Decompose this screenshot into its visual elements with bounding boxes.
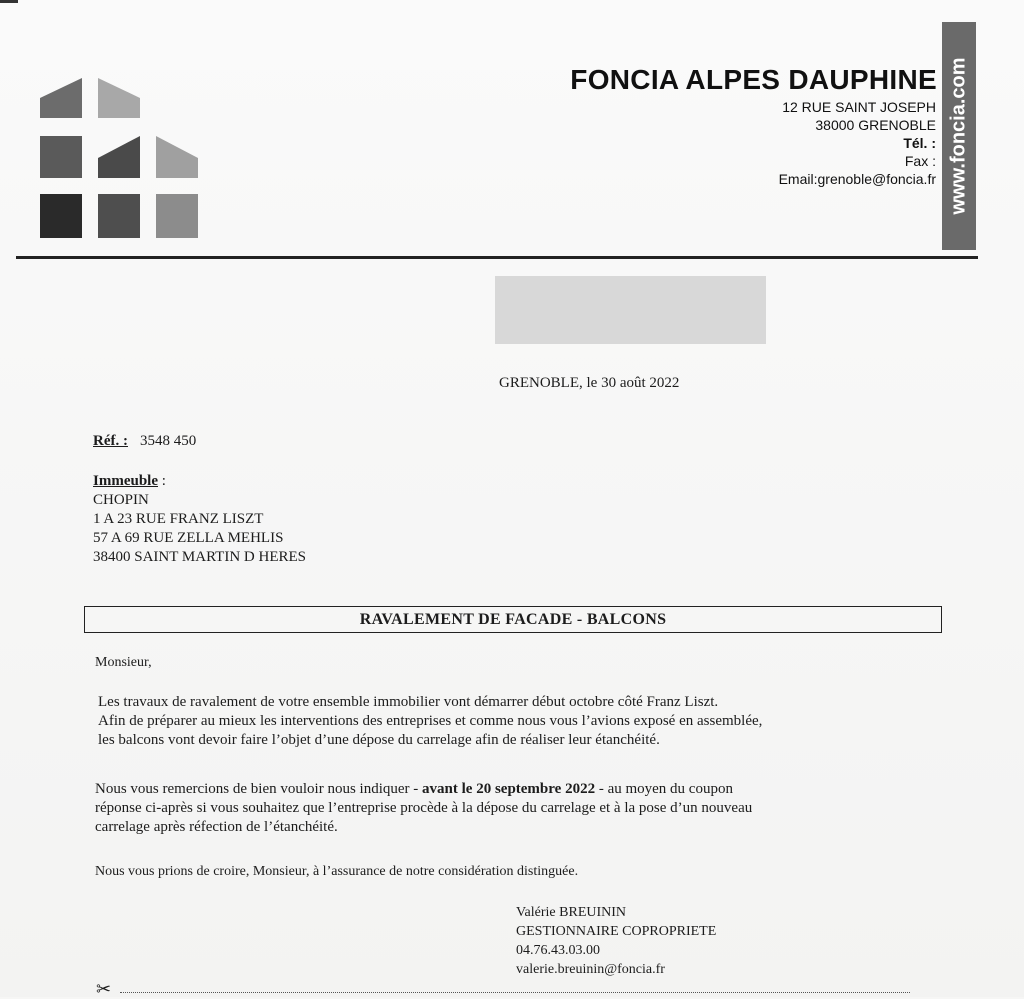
signature-block (516, 903, 716, 979)
reference (93, 433, 196, 450)
header-divider (16, 256, 978, 259)
logo-block (98, 194, 140, 238)
logo-block (40, 194, 82, 238)
logo-roof-left (40, 78, 82, 118)
logo-block (98, 136, 140, 178)
paragraph-text: Nous vous remercions de bien vouloir nous indiquer - (95, 781, 423, 797)
deadline: avant le 20 septembre 2022 (422, 781, 596, 797)
paragraph-line: les balcons vont devoir faire l’objet d’une dépose du carrelage afin de réaliser leur étanchéité. (98, 732, 660, 748)
building-name: CHOPIN (93, 492, 149, 508)
website-text: www.foncia.com (947, 57, 970, 215)
ref-label: Réf. : (93, 433, 128, 449)
address-street: 12 RUE SAINT JOSEPH (782, 99, 936, 115)
company-name: FONCIA ALPES DAUPHINE (570, 64, 937, 95)
cut-line (120, 992, 910, 993)
paragraph-line (95, 780, 925, 799)
paragraph-2 (95, 780, 925, 837)
logo-block (156, 136, 198, 178)
paragraph-line: carrelage après réfection de l’étanchéité. (95, 819, 338, 835)
address-city: 38000 GRENOBLE (815, 117, 936, 133)
paragraph-line: Afin de préparer au mieux les interventions des entreprises et comme nous vous l’avions exposé en assemblée, (98, 713, 763, 729)
subject-box: RAVALEMENT DE FACADE - BALCONS (84, 606, 942, 633)
paragraph-1 (98, 693, 938, 750)
building-colon: : (158, 473, 166, 489)
building-address-2: 57 A 69 RUE ZELLA MEHLIS (93, 530, 284, 546)
scissors-icon: ✂ (96, 979, 112, 999)
paragraph-line: réponse ci-après si vous souhaitez que l’entreprise procède à la dépose du carrelage et à la pose d’un nouveau (95, 800, 753, 816)
logo-block (156, 194, 198, 238)
paragraph-text: - au moyen du coupon (595, 781, 733, 797)
company-address (779, 98, 936, 188)
website-banner (942, 22, 976, 250)
signatory-name: Valérie BREUININ (516, 905, 627, 920)
signatory-email: valerie.breuinin@foncia.fr (516, 962, 665, 977)
closing-formula: Nous vous prions de croire, Monsieur, à l’assurance de notre considération distinguée. (95, 864, 579, 879)
letter-date: GRENOBLE, le 30 août 2022 (499, 375, 680, 391)
building-label: Immeuble (93, 473, 158, 489)
signatory-title: GESTIONNAIRE COPROPRIETE (516, 924, 717, 939)
redacted-recipient (495, 276, 766, 344)
tel-label: Tél. : (903, 135, 936, 151)
scan-mark (0, 0, 18, 3)
paragraph-line: Les travaux de ravalement de votre ensemble immobilier vont démarrer début octobre côté Franz Liszt. (98, 694, 719, 710)
fax-label: Fax : (904, 153, 936, 169)
building-city: 38400 SAINT MARTIN D HERES (93, 549, 306, 565)
signatory-phone: 04.76.43.03.00 (516, 943, 600, 958)
email-line: Email:grenoble@foncia.fr (778, 171, 936, 187)
building-address-1: 1 A 23 RUE FRANZ LISZT (93, 511, 264, 527)
ref-value: 3548 450 (139, 433, 197, 449)
building-block (93, 472, 306, 567)
logo-roof-right (98, 78, 140, 118)
salutation: Monsieur, (95, 655, 152, 670)
logo-block (40, 136, 82, 178)
foncia-logo (40, 76, 210, 246)
